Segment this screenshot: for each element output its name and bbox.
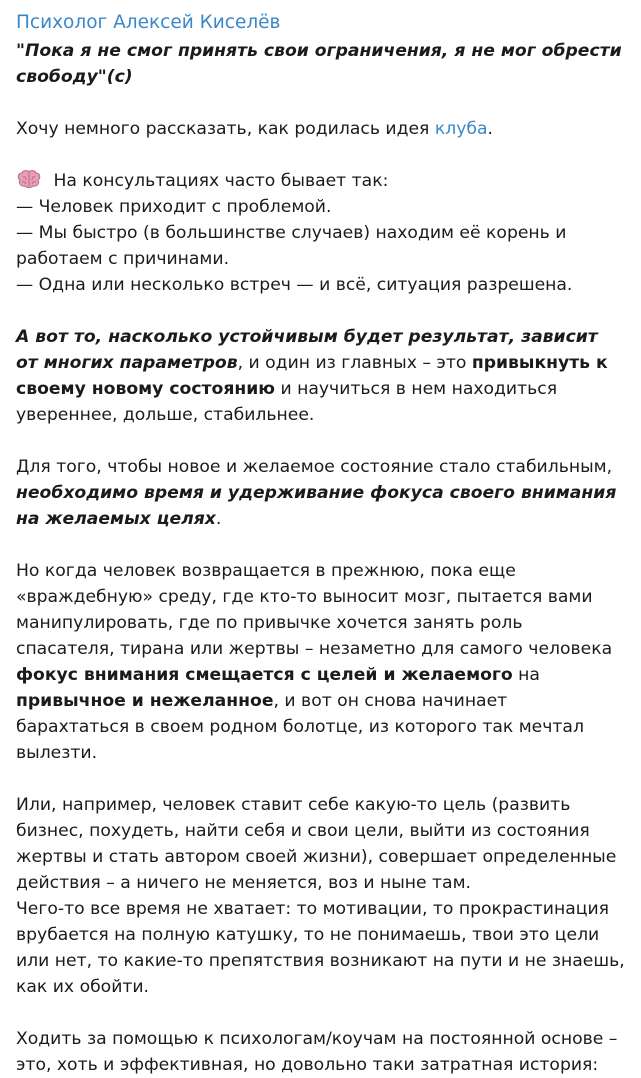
paragraph-stability: Для того, чтобы новое и желаемое состояние стало стабильным, необходимо время и удерживание фокуса своего внимания на желаемых целях. [16,457,617,529]
consult-item-3: — Одна или несколько встреч — и всё, ситуация разрешена. [16,275,573,295]
message-author[interactable]: Психолог Алексей Киселёв [16,12,281,33]
focus-bold-1: фокус внимания смещается с целей и желаемого [16,665,513,685]
message-body [16,38,625,1078]
consult-item-1: — Человек приходит с проблемой. [16,197,332,217]
paragraph-help: Ходить за помощью к психологам/коучам на постоянной основе – это, хоть и эффективная, но довольно таки затратная история: [16,1029,618,1075]
focus-bold-2: привычное и нежеланное [16,691,274,711]
club-link[interactable]: клуба [434,119,488,139]
stability-emphasis: необходимо время и удерживание фокуса своего внимания на желаемых целях [16,483,617,529]
brain-emoji-icon [16,169,42,189]
paragraph-goals-2: Чего-то все время не хватает: то мотивации, то прокрастинация врубается на полную катушку, то не понимаешь, твои это цели или нет, то какие-то препятствия возникают на пути и не знаешь, как их обойти. [16,899,625,997]
intro-text: Хочу немного рассказать, как родилась идея [16,119,435,139]
result-emphasis: А вот то, насколько устойчивым будет результат, зависит от многих параметров [16,327,598,373]
message-quote: "Пока я не смог принять свои ограничения, я не мог обрести свободу"(с) [16,41,622,87]
result-bold: привыкнуть к своему новому состоянию [16,353,608,399]
paragraph-goals-1: Или, например, человек ставит себе какую-то цель (развить бизнес, похудеть, найти себя и свои цели, выйти из состояния жертвы и стать автором своей жизни), совершает определенные действия – а ничего не меняется, воз и ныне там. [16,795,617,893]
intro-end: . [487,119,493,139]
paragraph-environment: Но когда человек возвращается в прежнюю, пока еще «враждебную» среду, где кто-то выносит мозг, пытается вами манипулировать, где по привычке хочется занять роль спасателя, тирана или жертвы – незаметно для самого человека фокус внимания смещается с целей и желаемого на привычное и нежеланное, и вот он снова начинает барахтаться в своем родном болотце, из которого так мечтал вылезти. [16,561,613,763]
intro-paragraph [16,116,625,142]
consult-intro-text: На консультациях часто бывает так: [48,171,389,191]
consult-item-2: — Мы быстро (в большинстве случаев) находим её корень и работаем с причинами. [16,223,567,269]
consult-intro [16,168,625,194]
paragraph-result: А вот то, насколько устойчивым будет результат, зависит от многих параметров, и один из главных – это привыкнуть к своему новому состоянию и научиться в нем находиться увереннее, дольше, стабильнее. [16,327,608,425]
